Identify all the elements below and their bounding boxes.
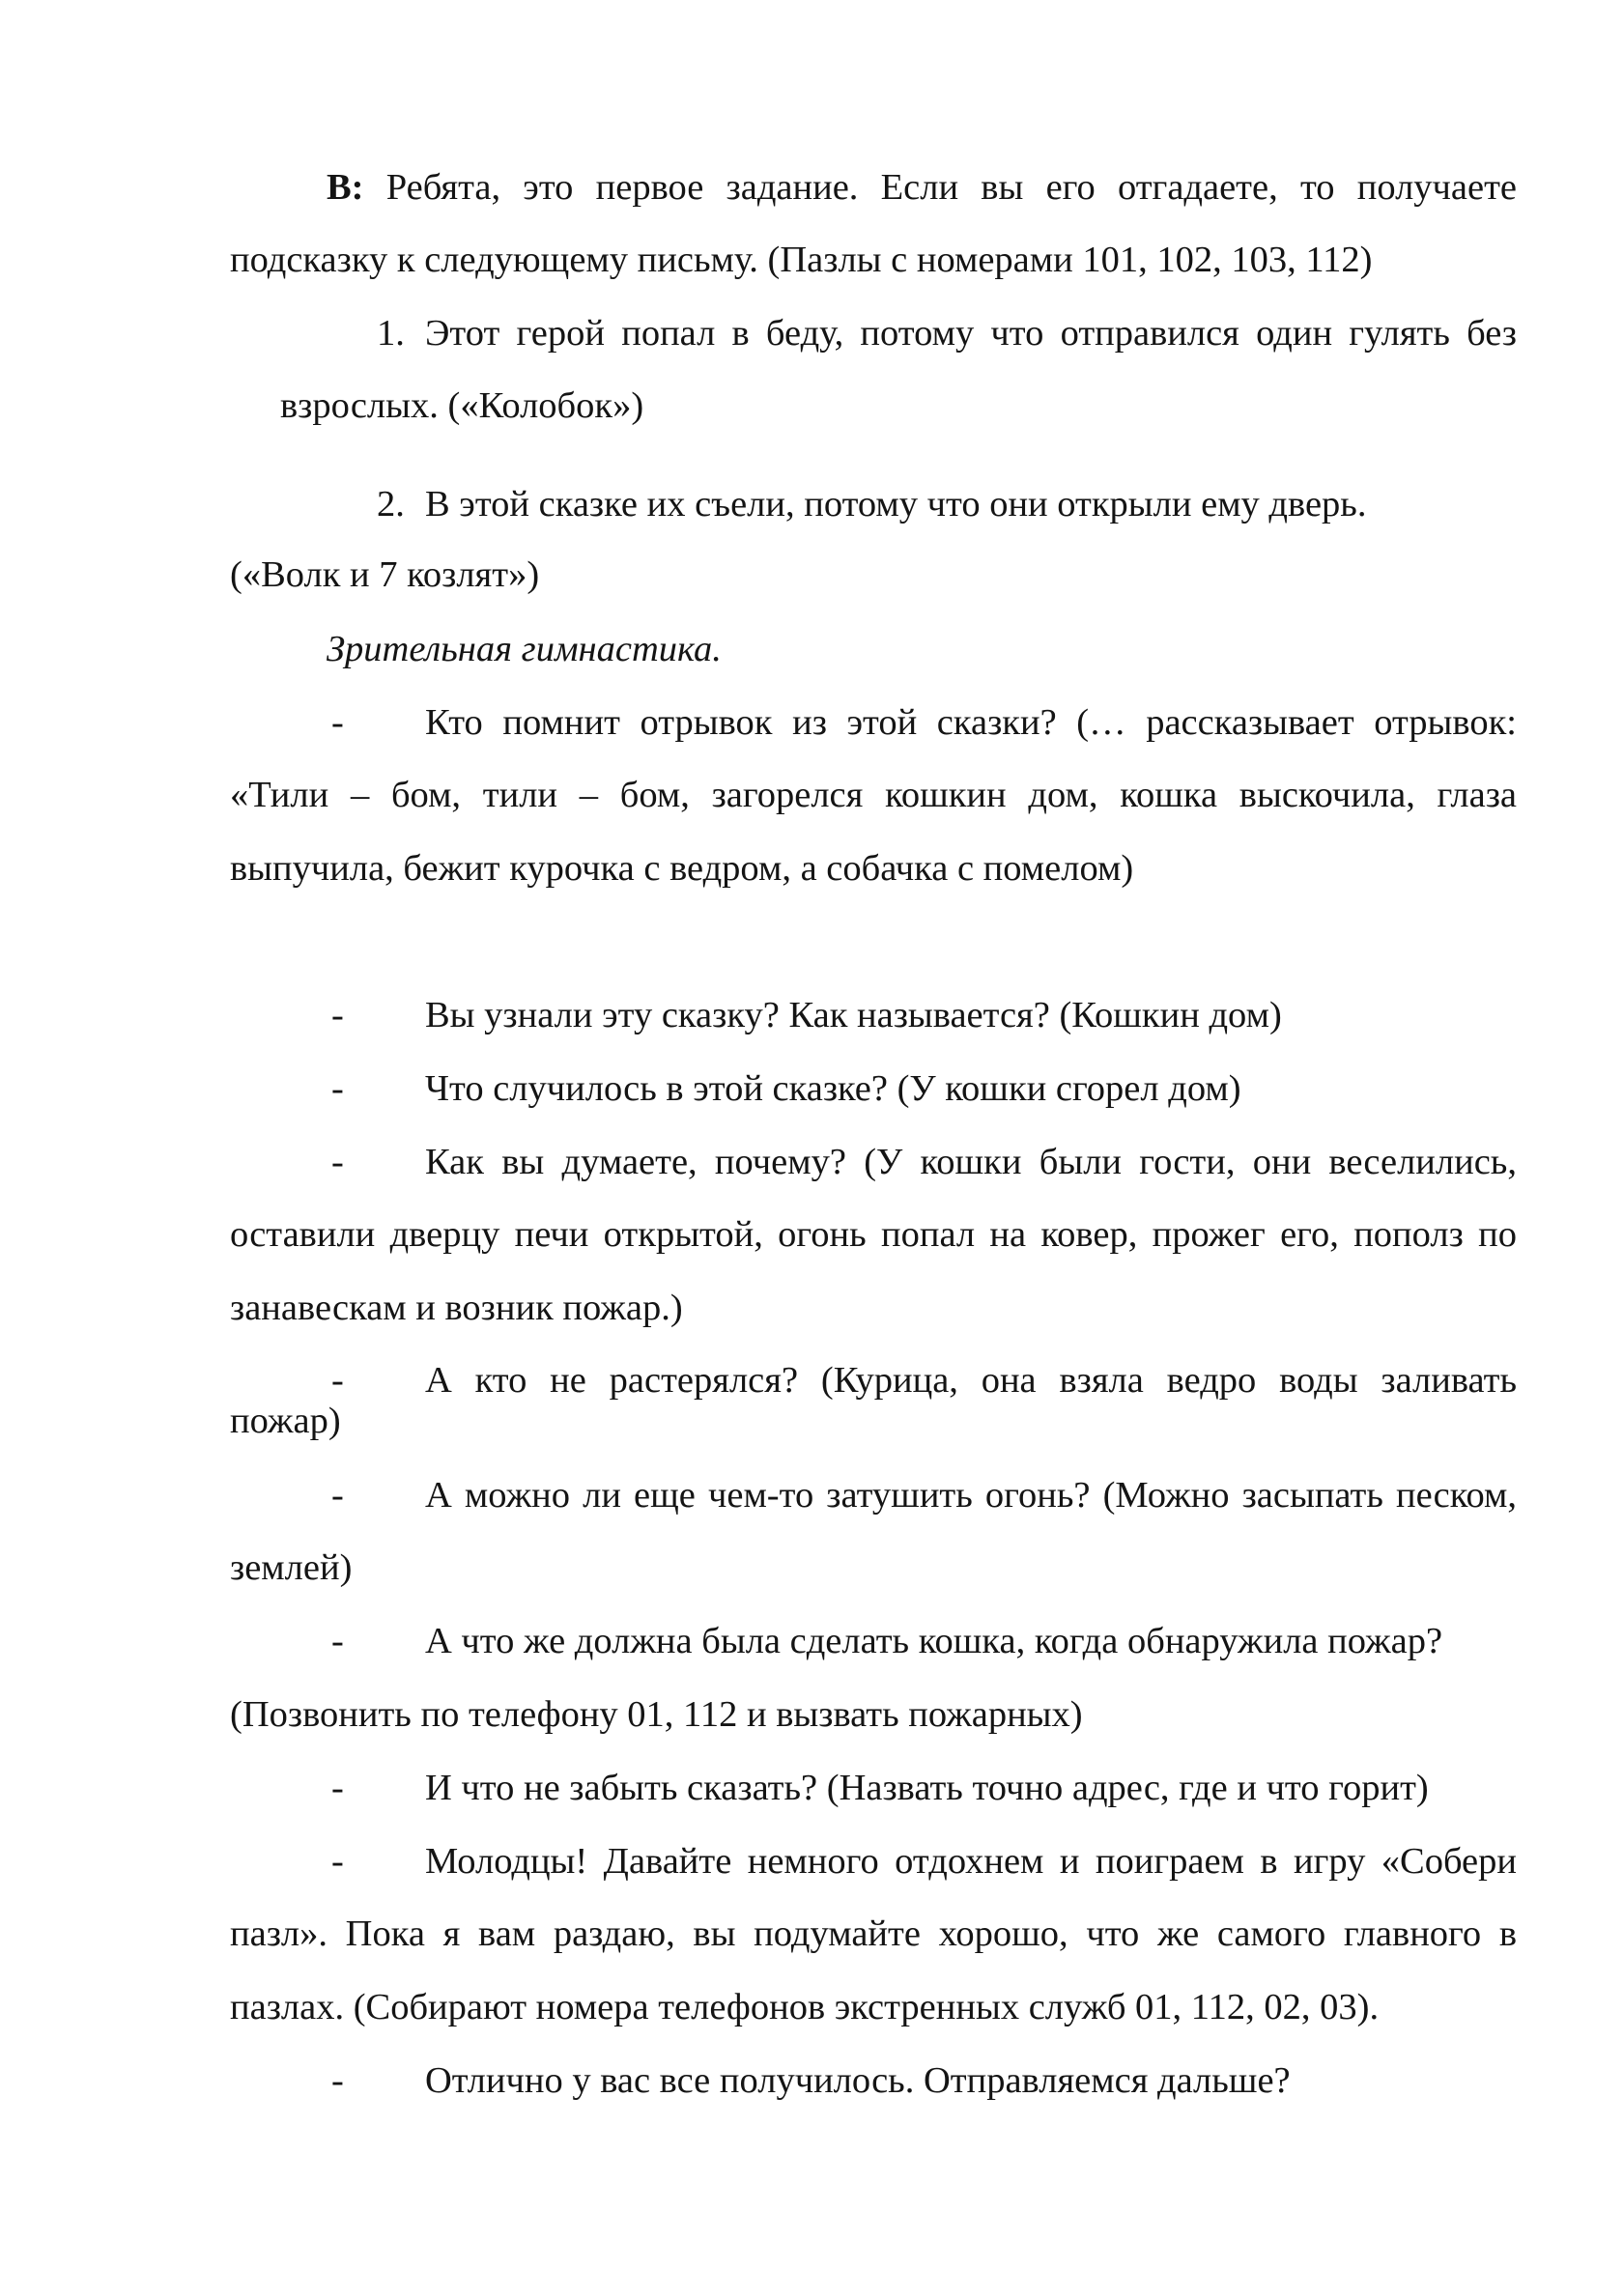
dash-marker: - (331, 2060, 344, 2101)
dialogue-8-line-1: И что не забыть сказать? (Назвать точно адрес, где и что горит) (425, 1768, 1429, 1808)
dash-marker: - (331, 1768, 344, 1808)
dialogue-4-line-1: Как вы думаете, почему? (У кошки были гости, они веселились, (425, 1142, 1517, 1182)
dash-marker: - (331, 702, 344, 743)
riddle-1-line-2: взрослых. («Колобок») (280, 385, 644, 426)
dialogue-9-line-3: пазлах. (Собирают номера телефонов экстренных служб 01, 112, 02, 03). (230, 1987, 1380, 2027)
dialogue-6-line-1: А можно ли еще чем-то затушить огонь? (Можно засыпать песком, (425, 1475, 1517, 1516)
dialogue-4-line-3: занавескам и возник пожар.) (230, 1288, 683, 1328)
dash-marker: - (331, 1142, 344, 1182)
riddle-1-line-1: Этот герой попал в беду, потому что отправился один гулять без (425, 313, 1517, 354)
dialogue-4-line-2: оставили дверцу печи открытой, огонь попал на ковер, прожег его, пополз по (230, 1214, 1517, 1255)
dialogue-6-line-2: землей) (230, 1547, 353, 1588)
riddle-2-line-2: («Волк и 7 козлят») (230, 554, 540, 595)
dash-marker: - (331, 1841, 344, 1882)
dialogue-1-line-1: Кто помнит отрывок из этой сказки? (… рассказывает отрывок: (425, 702, 1517, 743)
dash-marker: - (331, 1621, 344, 1661)
dialogue-5-line-2: пожар) (230, 1401, 341, 1441)
dialogue-5-line-1: А кто не растерялся? (Курица, она взяла ведро воды заливать (425, 1360, 1517, 1401)
dialogue-3-line-1: Что случилось в этой сказке? (У кошки сгорел дом) (425, 1068, 1241, 1109)
dash-marker: - (331, 1068, 344, 1109)
dialogue-9-line-1: Молодцы! Давайте немного отдохнем и поиграем в игру «Собери (425, 1841, 1517, 1882)
gymnastics-heading: Зрительная гимнастика. (327, 629, 722, 669)
dialogue-1-line-3: выпучила, бежит курочка с ведром, а собачка с помелом) (230, 848, 1134, 889)
speaker-label: В: (327, 167, 364, 208)
dialogue-7-line-1: А что же должна была сделать кошка, когда обнаружила пожар? (425, 1621, 1443, 1661)
dash-marker: - (331, 995, 344, 1035)
dash-marker: - (331, 1475, 344, 1516)
dialogue-1-line-2: «Тили – бом, тили – бом, загорелся кошкин дом, кошка выскочила, глаза (230, 775, 1517, 815)
dialogue-10-line-1: Отлично у вас все получилось. Отправляемся дальше? (425, 2060, 1291, 2101)
dash-marker: - (331, 1360, 344, 1401)
intro-line-1 (327, 164, 1517, 211)
dialogue-7-line-2: (Позвонить по телефону 01, 112 и вызвать пожарных) (230, 1694, 1083, 1735)
intro-line-2: подсказку к следующему письму. (Пазлы с номерами 101, 102, 103, 112) (230, 240, 1373, 280)
intro-text-1: Ребята, это первое задание. Если вы его отгадаете, то получаете (385, 167, 1518, 208)
riddle-2-number: 2. (377, 484, 405, 524)
riddle-1-number: 1. (377, 313, 405, 354)
riddle-2-line-1: В этой сказке их съели, потому что они открыли ему дверь. (425, 484, 1367, 524)
dialogue-9-line-2: пазл». Пока я вам раздаю, вы подумайте хорошо, что же самого главного в (230, 1913, 1517, 1954)
dialogue-2-line-1: Вы узнали эту сказку? Как называется? (Кошкин дом) (425, 995, 1282, 1035)
